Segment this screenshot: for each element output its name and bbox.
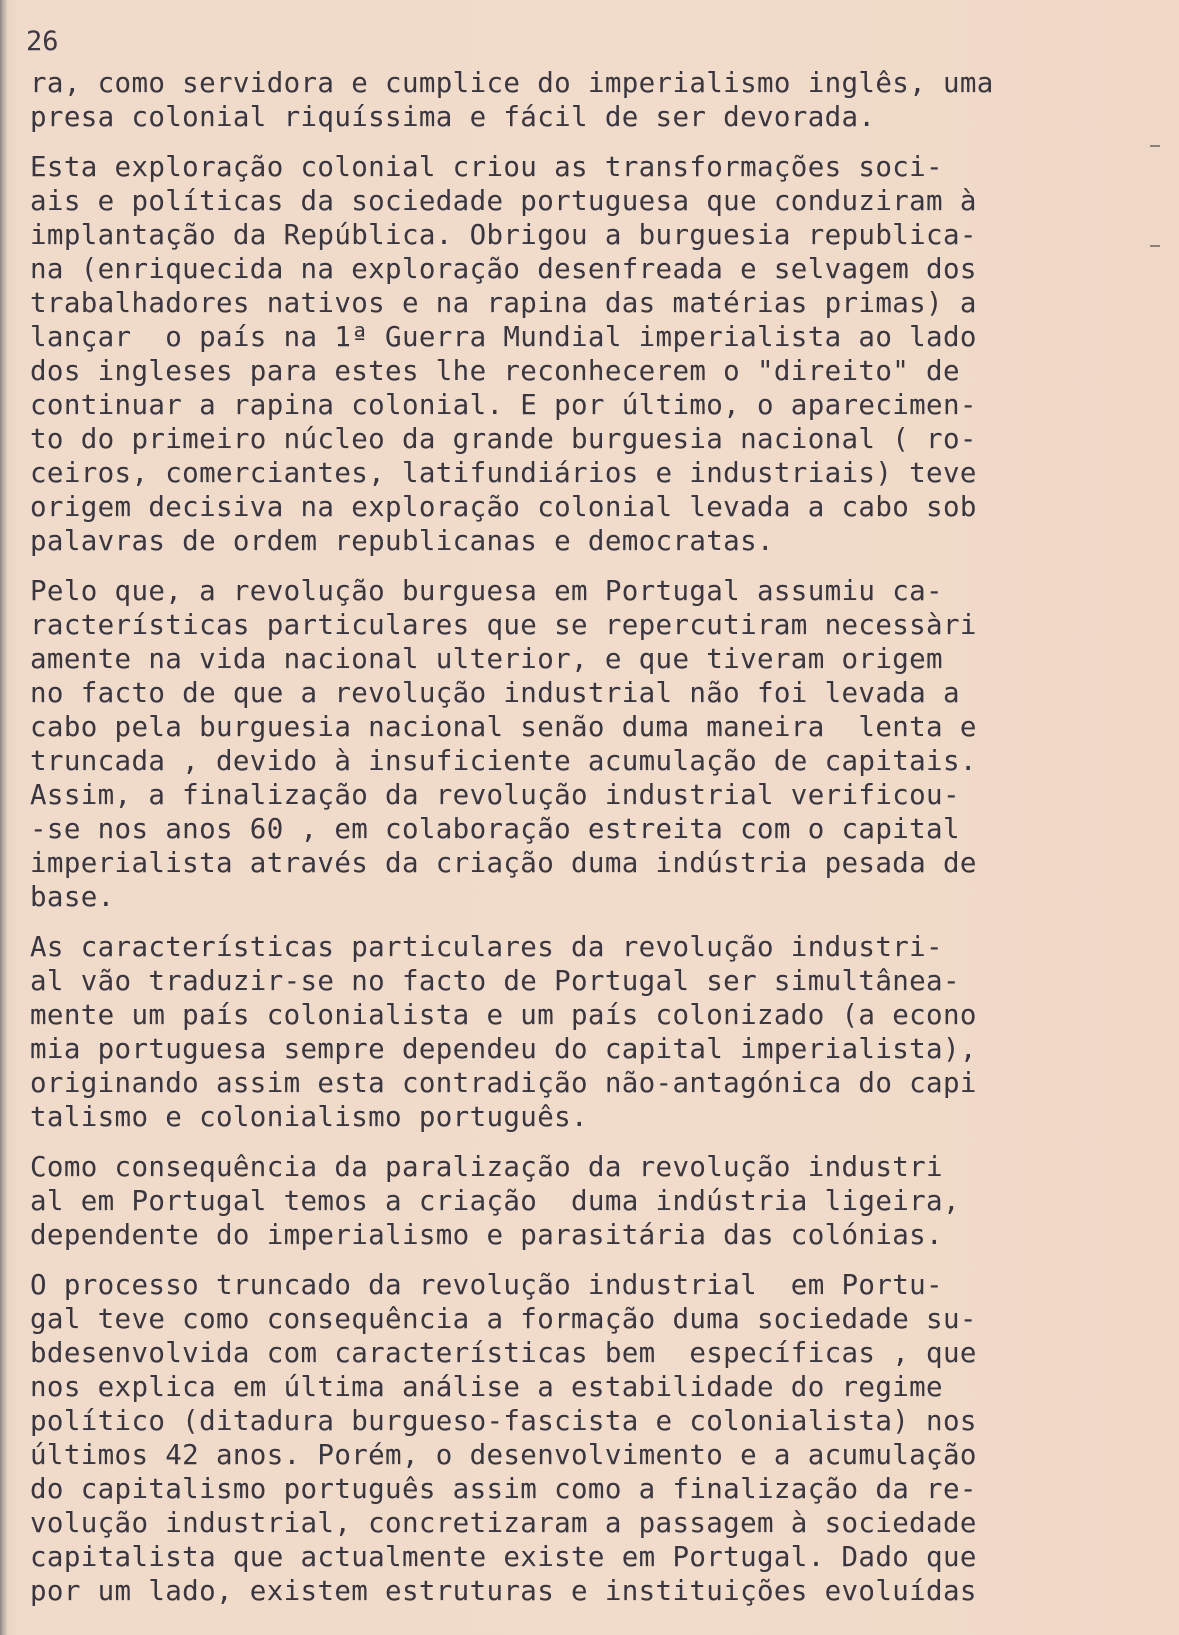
page-number: 26 [26, 26, 59, 57]
text-line: cabo pela burguesia nacional senão duma maneira lenta e [30, 711, 977, 743]
text-line: al vão traduzir-se no facto de Portugal ser simultânea- [30, 965, 960, 997]
text-line: ra, como servidora e cumplice do imperialismo inglês, uma [30, 67, 994, 99]
text-line: truncada , devido à insuficiente acumulação de capitais. [30, 745, 977, 777]
text-line: últimos 42 anos. Porém, o desenvolvimento e a acumulação [30, 1439, 977, 1471]
text-line: to do primeiro núcleo da grande burguesia nacional ( ro- [30, 423, 977, 455]
text-line: Esta exploração colonial criou as transformações soci- [30, 151, 943, 183]
text-line: gal teve como consequência a formação duma sociedade su- [30, 1303, 977, 1335]
text-line: no facto de que a revolução industrial não foi levada a [30, 677, 960, 709]
text-line: implantação da República. Obrigou a burguesia republica- [30, 219, 977, 251]
page-spine-shadow [0, 0, 7, 1635]
text-line: imperialista através da criação duma indústria pesada de [30, 847, 977, 879]
text-line: palavras de ordem republicanas e democratas. [30, 525, 774, 557]
text-line: -se nos anos 60 , em colaboração estreita com o capital [30, 813, 960, 845]
text-line: base. [30, 881, 115, 913]
paragraph [30, 574, 1160, 914]
text-line: As características particulares da revolução industri- [30, 931, 943, 963]
text-line: origem decisiva na exploração colonial levada a cabo sob [30, 491, 977, 523]
text-line: mente um país colonialista e um país colonizado (a econo [30, 999, 977, 1031]
text-line: O processo truncado da revolução industrial em Portu- [30, 1269, 943, 1301]
text-line: racterísticas particulares que se repercutiram necessàri [30, 609, 977, 641]
text-line: dependente do imperialismo e parasitária das colónias. [30, 1219, 943, 1251]
text-line: amente na vida nacional ulterior, e que tiveram origem [30, 643, 943, 675]
text-line: ceiros, comerciantes, latifundiários e industriais) teve [30, 457, 977, 489]
text-line: trabalhadores nativos e na rapina das matérias primas) a [30, 287, 977, 319]
paragraph [30, 1268, 1160, 1608]
text-line: dos ingleses para estes lhe reconhecerem o "direito" de [30, 355, 960, 387]
text-line: mia portuguesa sempre dependeu do capital imperialista), [30, 1033, 977, 1065]
paragraph [30, 66, 1160, 134]
text-line: político (ditadura burgueso-fascista e colonialista) nos [30, 1405, 977, 1437]
text-line: do capitalismo português assim como a finalização da re- [30, 1473, 977, 1505]
text-line: volução industrial, concretizaram a passagem à sociedade [30, 1507, 977, 1539]
paragraph [30, 150, 1160, 558]
paragraph [30, 930, 1160, 1134]
text-line: Pelo que, a revolução burguesa em Portugal assumiu ca- [30, 575, 943, 607]
paragraph [30, 1150, 1160, 1252]
text-line: por um lado, existem estruturas e instituições evoluídas [30, 1575, 977, 1607]
text-line: presa colonial riquíssima e fácil de ser devorada. [30, 101, 876, 133]
text-line: capitalista que actualmente existe em Portugal. Dado que [30, 1541, 977, 1573]
text-line: bdesenvolvida com características bem específicas , que [30, 1337, 977, 1369]
text-line: continuar a rapina colonial. E por último, o aparecimen- [30, 389, 977, 421]
text-line: talismo e colonialismo português. [30, 1101, 588, 1133]
text-line: al em Portugal temos a criação duma indústria ligeira, [30, 1185, 960, 1217]
text-line: originando assim esta contradição não-antagónica do capi [30, 1067, 977, 1099]
text-line: Assim, a finalização da revolução industrial verificou- [30, 779, 960, 811]
text-line: na (enriquecida na exploração desenfreada e selvagem dos [30, 253, 977, 285]
text-line: Como consequência da paralização da revolução industri [30, 1151, 943, 1183]
text-line: nos explica em última análise a estabilidade do regime [30, 1371, 943, 1403]
text-line: ais e políticas da sociedade portuguesa que conduziram à [30, 185, 977, 217]
body-text [30, 66, 1160, 1624]
text-line: lançar o país na 1ª Guerra Mundial imperialista ao lado [30, 321, 977, 353]
